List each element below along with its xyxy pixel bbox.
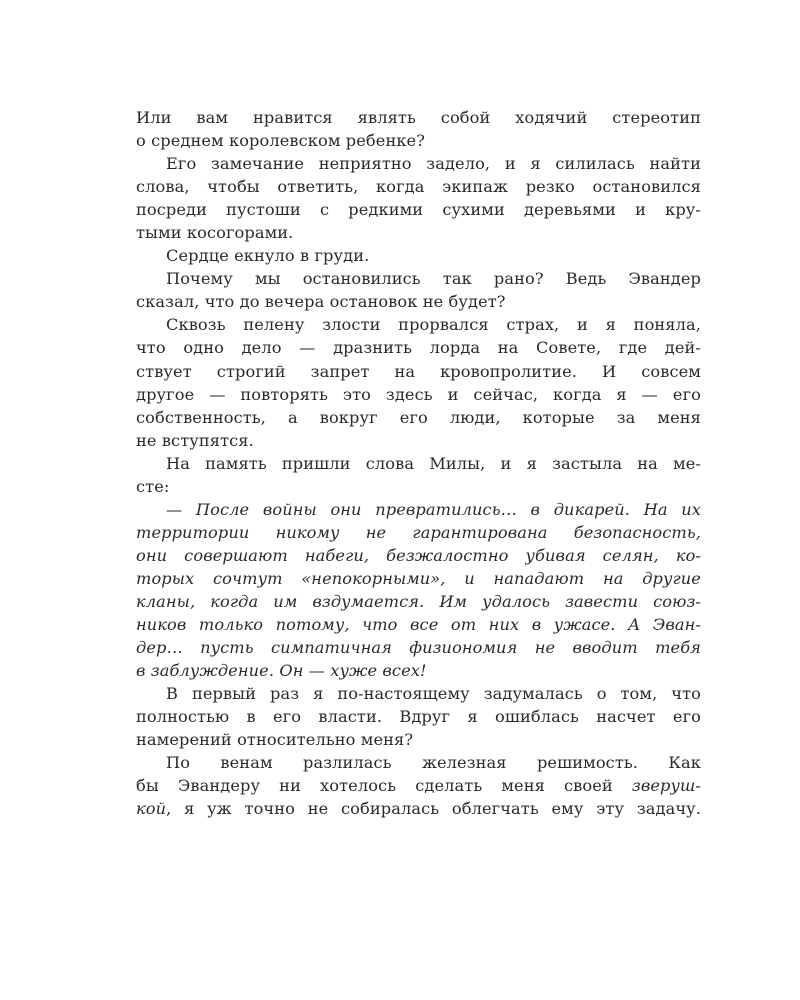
quote-line: дер… пусть симпатичная физиономия не вводит тебя — [136, 638, 701, 658]
text-line: Почему мы остановились так рано? Ведь Эвандер — [166, 269, 701, 289]
text-line: о среднем королевском ребенке? — [136, 131, 426, 151]
text-line: сте: — [136, 476, 170, 496]
quote-line: кланы, когда им вздумается. Им удалось завести союз- — [136, 591, 701, 611]
text-line: что одно дело — дразнить лорда на Совете, где дей- — [136, 338, 701, 358]
text-line: собственность, а вокруг его люди, которые за меня — [136, 407, 701, 427]
text-line: тыми косогорами. — [136, 223, 294, 243]
text-line: По венам разлилась железная решимость. Как — [166, 753, 701, 773]
emphasis-word: кой — [136, 799, 167, 819]
text-line: сказал, что до вечера остановок не будет? — [136, 292, 506, 312]
text-line: другое — повторять это здесь и сейчас, когда я — его — [136, 384, 701, 404]
text-line: Его замечание неприятно задело, и я силилась найти — [166, 154, 701, 174]
text-line: слова, чтобы ответить, когда экипаж резко остановился — [136, 177, 701, 197]
text-line — [136, 774, 701, 797]
text-line: ствует строгий запрет на кровопролитие. И совсем — [136, 361, 701, 381]
text-line: полностью в его власти. Вдруг я ошиблась насчет его — [136, 707, 701, 727]
emphasis-word: зверуш- — [631, 776, 701, 796]
text-line: На память пришли слова Милы, и я застыла на ме- — [166, 453, 701, 473]
quote-line: территории никому не гарантирована безопасность, — [136, 522, 701, 542]
quote-line: ников только потому, что все от них в ужасе. А Эван- — [136, 615, 701, 635]
text-line: намерений относительно меня? — [136, 730, 414, 750]
quote-line: торых сочтут «непокорными», и нападают на другие — [136, 568, 701, 588]
quote-line: в заблуждение. Он — хуже всех! — [136, 661, 427, 681]
quote-line: — После войны они превратились… в дикарей. На их — [166, 499, 701, 519]
text-line: Сердце екнуло в груди. — [166, 246, 370, 266]
text-line-part: , я уж точно не собиралась облегчать ему эту задачу. — [166, 799, 701, 819]
body-text — [136, 106, 701, 820]
text-line-part: бы Эвандеру ни хотелось сделать меня своей — [136, 776, 632, 796]
text-line: не вступятся. — [136, 430, 254, 450]
quote-line: они совершают набеги, безжалостно убивая селян, ко- — [136, 545, 701, 565]
text-line: В первый раз я по-настоящему задумалась о том, что — [166, 684, 701, 704]
text-line — [136, 797, 701, 820]
text-line: Или вам нравится являть собой ходячий стереотип — [136, 108, 701, 127]
text-line: Сквозь пелену злости прорвался страх, и я поняла, — [166, 315, 701, 335]
text-line: посреди пустоши с редкими сухими деревьями и кру- — [136, 200, 701, 220]
